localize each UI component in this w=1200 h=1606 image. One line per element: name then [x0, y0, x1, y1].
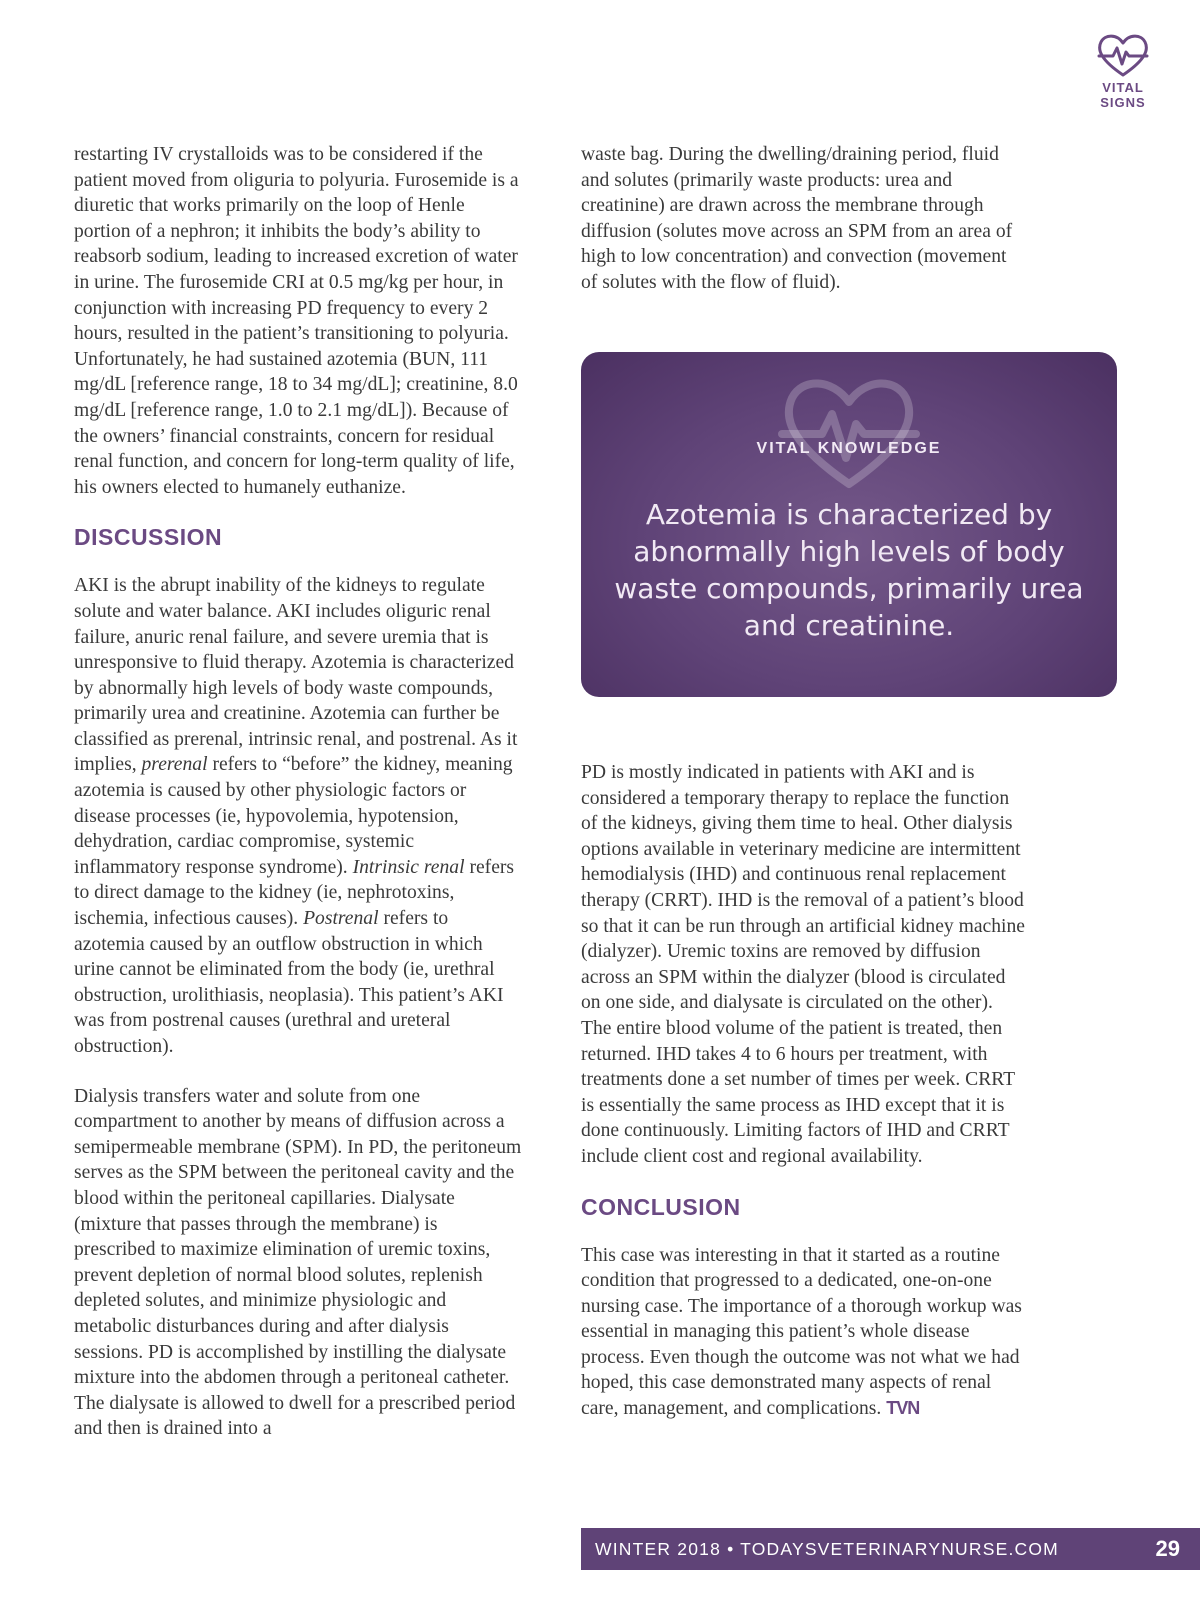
paragraph: restarting IV crystalloids was to be considered if the patient moved from oliguria to polyuria. Furosemide is a diuretic that works primarily on the loop of Henle portion of a nephron; it inhibits the body’s ability to reabsorb sodium, leading to increased excretion of water in urine. The furosemide CRI at 0.5 mg/kg per hour, in conjunction with increasing PD frequency to every 2 hours, resulted in the patient’s transitioning to polyuria. Unfortunately, he had sustained azotemia (BUN, 111 mg/dL [reference range, 18 to 34 mg/dL]; creatinine, 8.0 mg/dL [reference range, 1.0 to 2.1 mg/dL]). Because of the owners’ financial constraints, concern for residual renal function, and concern for long-term quality of life, his owners elected to humanely euthanize. [74, 144, 519, 498]
right-column [581, 142, 1026, 320]
paragraph [74, 573, 522, 1059]
paragraph: Dialysis transfers water and solute from one compartment to another by means of diffusion across a semipermeable membrane (SPM). In PD, the peritoneum serves as the SPM between the peritoneal cavity and the blood within the peritoneal capillaries. Dialysate (mixture that passes through the membrane) is prescribed to maximize elimination of uremic toxins, prevent depletion of normal blood solutes, replenish depleted solutes, and minimize physiologic and metabolic disturbances during and after dialysis sessions. PD is accomplished by instilling the dialysate mixture into the abdomen through a peritoneal catheter. The dialysate is allowed to dwell for a prescribed period and then is drained into a [74, 1085, 522, 1440]
italic-term-intrinsic-renal: Intrinsic renal [352, 856, 465, 878]
conclusion-heading: CONCLUSION [581, 1193, 741, 1220]
text-run: This case was interesting in that it started as a routine condition that progressed to a dedicated, one-on-one nursing case. The importance of a thorough workup was essential in managing this patient’s whole disease process. Even though the outcome was not what we had hoped, this case demonstrated many aspects of renal care, management, and complications. [581, 1244, 1022, 1420]
paragraph: waste bag. During the dwelling/draining period, fluid and solutes (primarily waste products: urea and creatinine) are drawn across the membrane through diffusion (solutes move across an SPM from an area of high to low concentration) and convection (movement of solutes with the flow of fluid). [581, 144, 1013, 293]
vital-signs-logo [1088, 32, 1158, 110]
italic-term-prerenal: prerenal [141, 754, 208, 776]
callout-quote: Azotemia is characterized by abnormally high levels of body waste compounds, primarily urea and creatinine. [614, 498, 1084, 642]
vital-knowledge-callout [581, 352, 1117, 697]
heart-pulse-icon [776, 372, 922, 492]
section-label: VITAL SIGNS [1100, 80, 1146, 110]
page-number: 29 [1155, 1536, 1180, 1561]
footer-text: WINTER 2018 • TODAYSVETERINARYNURSE.COM [595, 1539, 1059, 1559]
footer-bar [581, 1528, 1200, 1570]
text-run: refers to direct damage to the kidney (ie, nephrotoxins, ischemia, infectious causes). [74, 856, 515, 930]
text-run: refers to azotemia caused by an outflow obstruction in which urine cannot be eliminated from the body (ie, urethral obstruction, urolithiasis, neoplasia). This patient’s AKI was from postrenal causes (urethral and ureteral obstruction). [74, 908, 504, 1057]
italic-term-postrenal: Postrenal [303, 908, 379, 930]
right-column-lower [581, 760, 1026, 1446]
text-run: AKI is the abrupt inability of the kidneys to regulate solute and water balance. AKI includes oliguric renal failure, anuric renal failure, and severe uremia that is unresponsive to fluid therapy. Azotemia is characterized by abnormally high levels of body waste compounds, primarily urea and creatinine. Azotemia can further be classified as prerenal, intrinsic renal, and postrenal. As it implies, [74, 575, 518, 776]
left-column [74, 142, 522, 1466]
heart-pulse-icon [1095, 32, 1151, 78]
tvn-end-mark: TVN [886, 1398, 920, 1419]
callout-label: VITAL KNOWLEDGE [756, 440, 942, 457]
paragraph: PD is mostly indicated in patients with AKI and is considered a temporary therapy to replace the function of the kidneys, giving them time to heal. Other dialysis options available in veterinary medicine are intermittent hemodialysis (IHD) and continuous renal replacement therapy (CRRT). IHD is the removal of a patient’s blood so that it can be run through an artificial kidney machine (dialyzer). Uremic toxins are removed by diffusion across an SPM within the dialyzer (blood is circulated on one side, and dialysate is circulated on the other). The entire blood volume of the patient is treated, then returned. IHD takes 4 to 6 hours per treatment, with treatments done a set number of times per week. CRRT is essentially the same process as IHD except that it is done continuously. Limiting factors of IHD and CRRT include client cost and regional availability. [581, 762, 1025, 1167]
paragraph [581, 1243, 1026, 1422]
text-run: refers to “before” the kidney, meaning azotemia is caused by other physiologic factors or disease processes (ie, hypovolemia, hypotension, dehydration, cardiac compromise, systemic inflammatory response syndrome). [74, 754, 513, 878]
discussion-heading: DISCUSSION [74, 524, 223, 551]
